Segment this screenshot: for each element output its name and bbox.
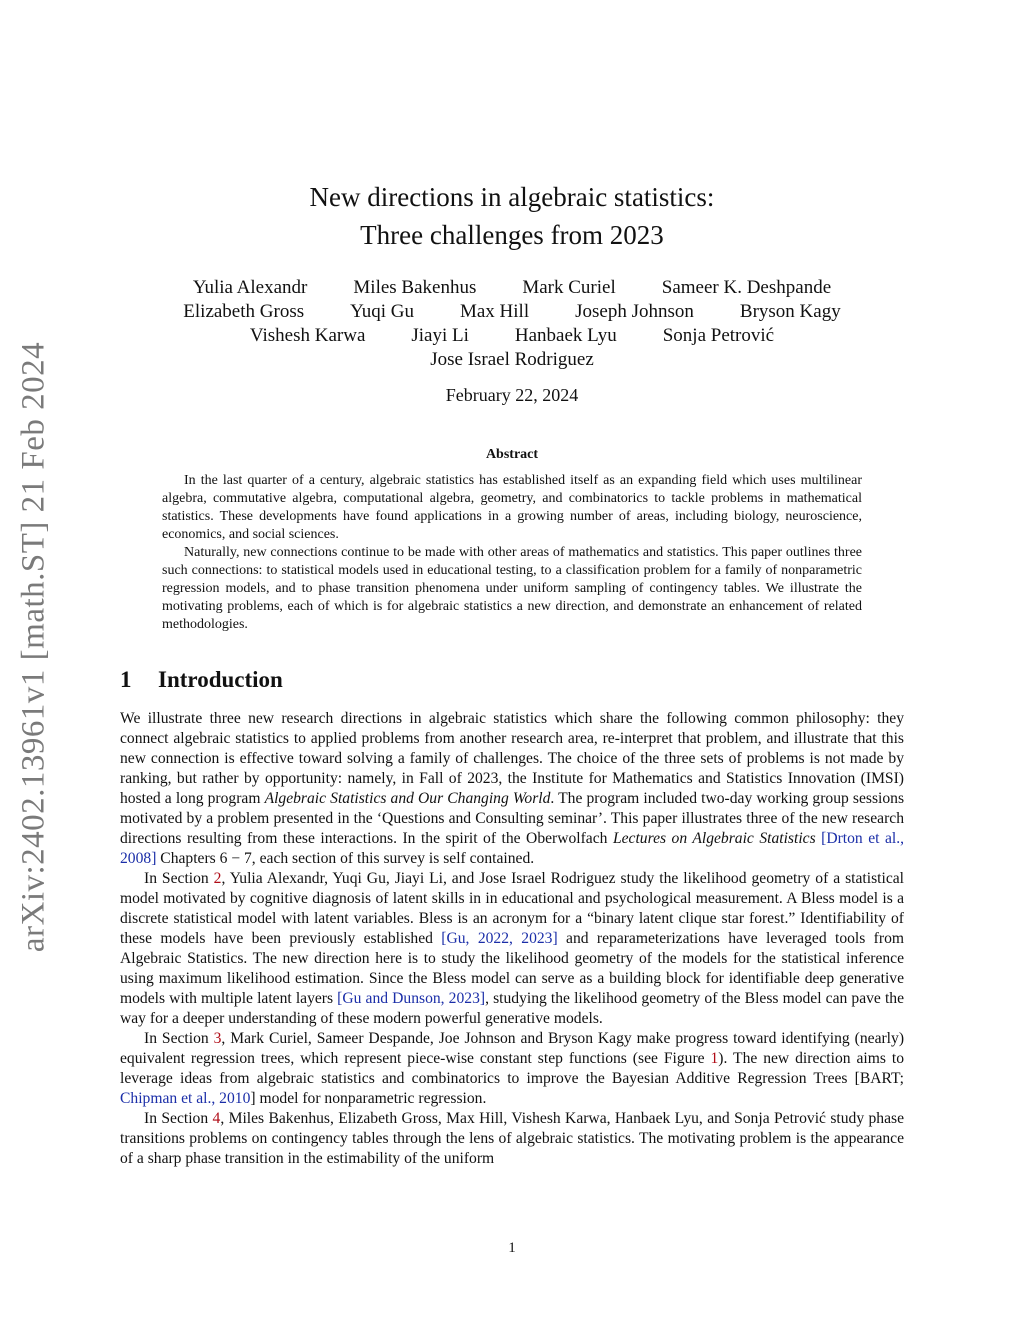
author-name: Yulia Alexandr xyxy=(192,277,308,298)
section-ref-link[interactable]: 3 xyxy=(213,1030,222,1047)
section-heading xyxy=(120,667,283,693)
text-run: and reparameterizations have leveraged tools from Algebraic Statistics. The new direction here is to study the likelihood geometry of the models for the statistical inference using maximum likelihood estimation. Since the Bless model can serve as a building block for identifiable deep generative models with multiple latent layers xyxy=(120,930,904,1007)
author-name: Yuqi Gu xyxy=(350,301,414,322)
abstract-paragraph: Naturally, new connections continue to be made with other areas of mathematics and statistics. This paper outlines three such connections: to statistical models used in educational testing, to a classification problem for a family of nonparametric regression models, and to phase transition phenomena under uniform sampling of contingency tables. We illustrate the motivating problems, each of which is for algebraic statistics a new direction, and demonstrate an enhancement of related methodologies. xyxy=(162,545,862,632)
introduction-body xyxy=(120,709,904,1169)
abstract-paragraph: In the last quarter of a century, algebraic statistics has established itself as an expanding field which uses multilinear algebra, commutative algebra, computational algebra, geometry, and combinatorics to tackle problems in mathematical statistics. These developments have found applications in a growing number of areas, including biology, neuroscience, economics, and social sciences. xyxy=(162,473,862,542)
title-line-1: New directions in algebraic statistics: xyxy=(309,182,715,212)
body-paragraph xyxy=(120,1029,904,1109)
text-run: Chapters 6 − 7, each section of this survey is self contained. xyxy=(156,850,535,867)
author-name: Sonja Petrović xyxy=(662,325,775,346)
citation-link[interactable]: Chipman et al., 2010 xyxy=(120,1090,251,1107)
text-run: ). The new direction aims to leverage ideas from algebraic statistics and combinatorics to improve the Bayesian Additive Regression Trees [BART; xyxy=(120,1050,904,1087)
author-name: Jiayi Li xyxy=(411,325,469,346)
section-ref-link[interactable]: 4 xyxy=(212,1110,221,1127)
author-name: Miles Bakenhus xyxy=(353,277,477,298)
author-name: Elizabeth Gross xyxy=(183,301,305,322)
author-name: Joseph Johnson xyxy=(575,301,694,322)
text-run: , Miles Bakenhus, Elizabeth Gross, Max Hill, Vishesh Karwa, Hanbaek Lyu, and Sonja Petrović study phase transitions problems on contingency tables through the lens of algebraic statistics. The motivating problem is the appearance of a sharp phase transition in the estimability of the uniform xyxy=(120,1110,904,1167)
author-name: Max Hill xyxy=(459,301,530,322)
page-number: 1 xyxy=(508,1240,516,1256)
author-list xyxy=(150,276,874,372)
text-run: , Yulia Alexandr, Yuqi Gu, Jiayi Li, and Jose Israel Rodriguez study the likelihood geometry of a statistical model motivated by cognitive diagnosis of latent skills in in educational and psychological measurement. A Bless model is a discrete statistical model with latent variables. Bless is an acronym for a “binary latent clique star forest.” Identifiability of these models have been previously established xyxy=(120,870,905,947)
author-name: Bryson Kagy xyxy=(739,301,841,322)
abstract-body xyxy=(162,472,862,634)
text-run: We illustrate three new research directions in algebraic statistics which share the following common philosophy: they connect algebraic statistics to applied problems from another research area, re-interpret that problem, and illustrate that this new connection is effective toward solving a family of challenges. The choice of the three sets of problems is not made by ranking, but rather by opportunity: namely, in Fall of 2023, the Institute for Mathematics and Statistics Innovation (IMSI) hosted a long program xyxy=(120,710,904,807)
text-run: . The program included two-day working group sessions motivated by a problem presented in the ‘Questions and Consulting seminar’. This paper illustrates three of the new research directions resulting from these interactions. In the spirit of the Oberwolfach xyxy=(120,790,905,847)
author-row xyxy=(150,324,874,348)
body-paragraph xyxy=(120,1109,904,1169)
text-run: In Section xyxy=(144,870,214,887)
publication-date: February 22, 2024 xyxy=(445,385,579,405)
abstract-heading: Abstract xyxy=(485,447,539,462)
author-name: Mark Curiel xyxy=(522,277,616,298)
paper-title xyxy=(0,178,1024,254)
citation-link[interactable]: [Gu, 2022, 2023] xyxy=(441,930,558,947)
author-name: Jose Israel Rodriguez xyxy=(430,349,594,370)
citation-link[interactable]: [Drton et al., 2008] xyxy=(120,830,904,867)
text-run: In Section xyxy=(144,1030,214,1047)
figure-ref-link[interactable]: 1 xyxy=(710,1050,719,1067)
section-number: 1 xyxy=(120,667,132,692)
citation-link[interactable]: [Gu and Dunson, 2023] xyxy=(337,990,486,1007)
title-line-2: Three challenges from 2023 xyxy=(360,220,664,250)
author-row xyxy=(150,348,874,372)
author-name: Sameer K. Deshpande xyxy=(661,277,832,298)
body-paragraph xyxy=(120,869,904,1029)
author-name: Hanbaek Lyu xyxy=(514,325,617,346)
text-run: , studying the likelihood geometry of the Bless model can pave the way for a deeper understanding of these modern powerful generative models. xyxy=(120,990,905,1027)
author-name: Vishesh Karwa xyxy=(249,325,366,346)
author-row xyxy=(150,276,874,300)
text-run: , Mark Curiel, Sameer Despande, Joe Johnson and Bryson Kagy make progress toward identifying (nearly) equivalent regression trees, which represent piece-wise constant step functions (see Figure xyxy=(120,1030,905,1067)
arxiv-identifier-stamp: arXiv:2402.13961v1 [math.ST] 21 Feb 2024 xyxy=(15,341,52,953)
author-row xyxy=(150,300,874,324)
section-ref-link[interactable]: 2 xyxy=(213,870,222,887)
text-run: In Section xyxy=(144,1110,213,1127)
section-title: Introduction xyxy=(158,667,283,692)
program-title: Algebraic Statistics and Our Changing World xyxy=(264,790,551,807)
book-title: Lectures on Algebraic Statistics xyxy=(612,830,816,847)
body-paragraph xyxy=(120,709,904,869)
text-run: ] model for nonparametric regression. xyxy=(250,1090,487,1107)
